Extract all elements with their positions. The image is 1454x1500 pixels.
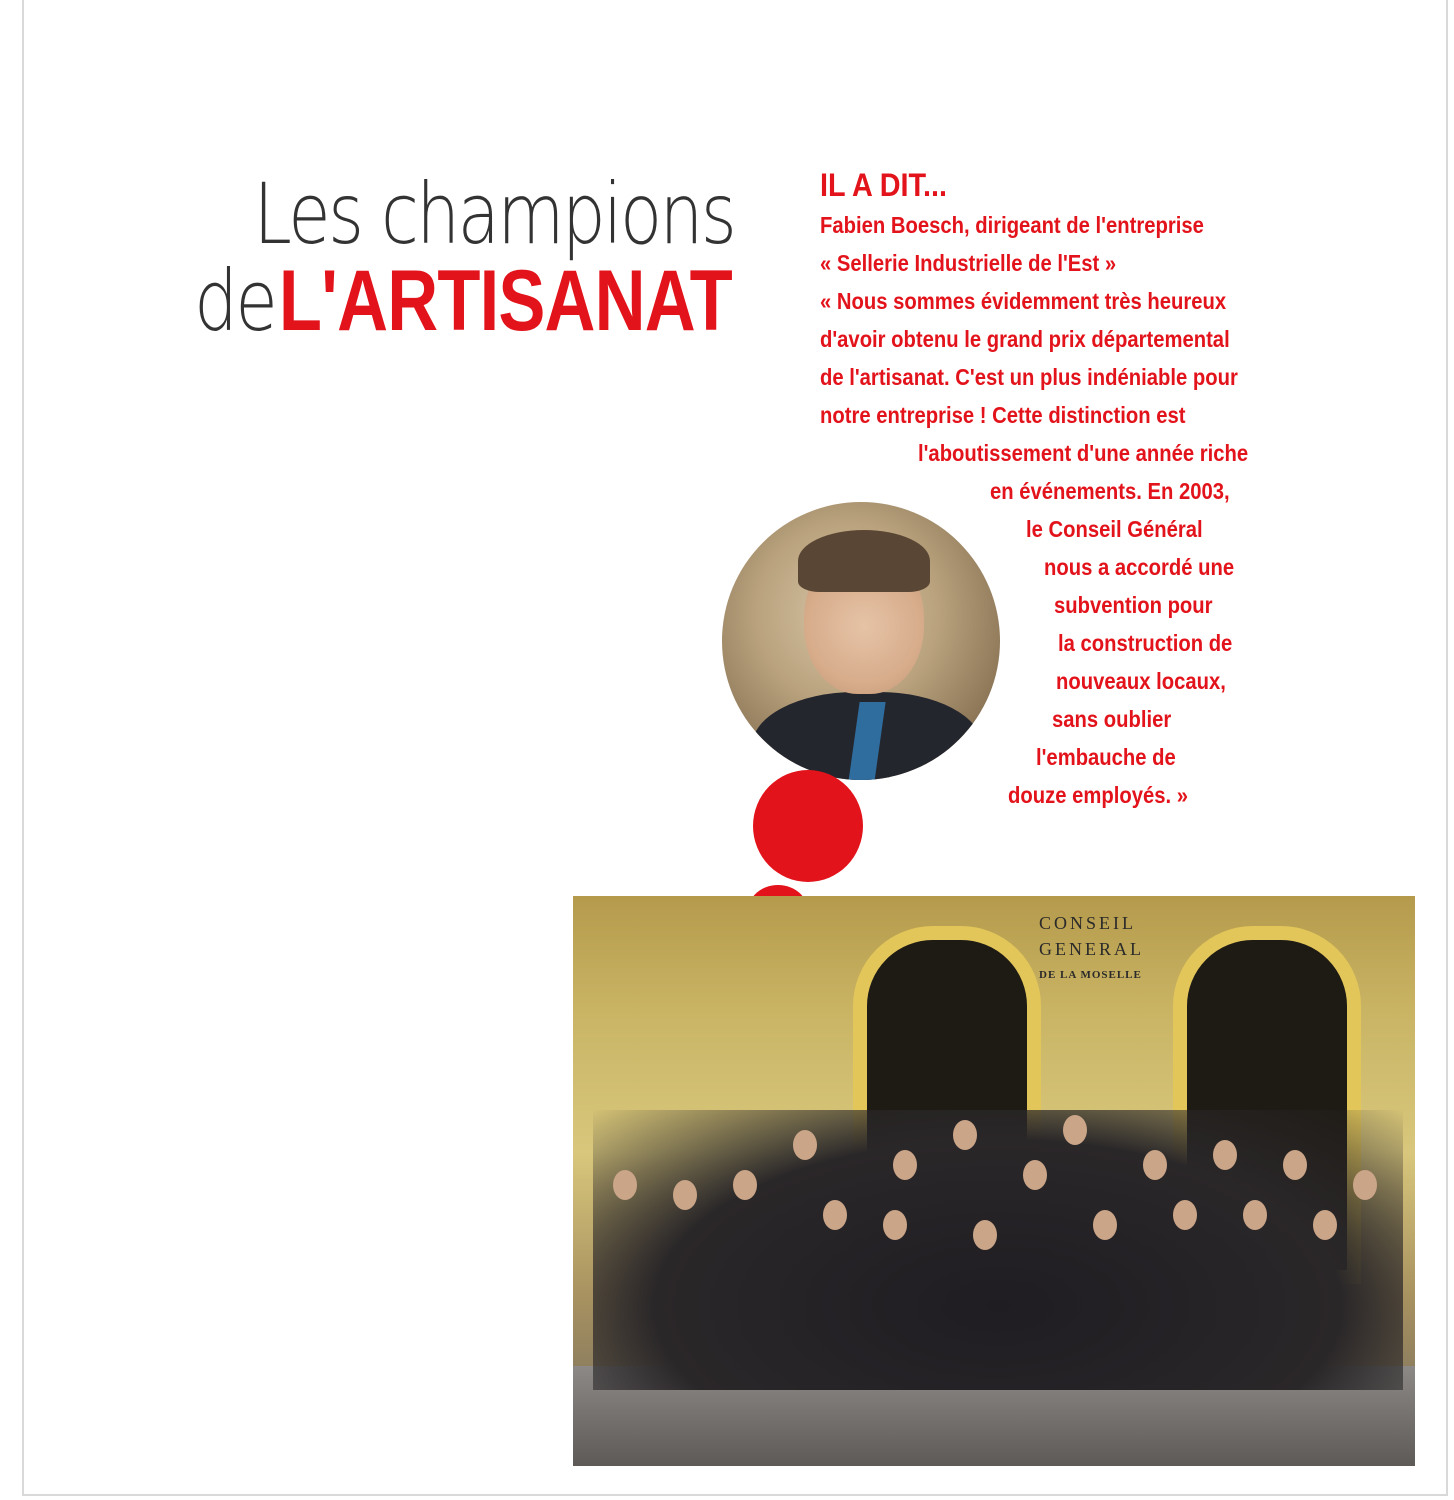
quote-line: l'aboutissement d'une année riche [918, 440, 1249, 466]
quote-line: d'avoir obtenu le grand prix départemental [820, 326, 1230, 352]
quote-line: « Nous sommes évidemment très heureux [820, 288, 1227, 314]
headline-prefix: de [194, 252, 276, 350]
quote-line: nouveaux locaux, [1056, 668, 1226, 694]
headline-line1: Les champions [253, 165, 734, 263]
quote-line: le Conseil Général [1026, 516, 1203, 542]
quote-line: Fabien Boesch, dirigeant de l'entreprise [820, 212, 1204, 238]
quote-heading: IL A DIT... [820, 167, 947, 203]
quote-line: nous a accordé une [1044, 554, 1235, 580]
quote-line: subvention pour [1054, 592, 1213, 618]
quote-line: douze employés. » [1008, 782, 1188, 808]
headline-line2 [194, 252, 732, 351]
group-photo [573, 896, 1415, 1466]
quote-line: sans oublier [1052, 706, 1172, 732]
quote-line: la construction de [1058, 630, 1233, 656]
quote-line: « Sellerie Industrielle de l'Est » [820, 250, 1117, 276]
headline-accent: L'ARTISANAT [278, 253, 732, 349]
red-dot-decoration [753, 770, 863, 882]
portrait-photo [722, 502, 1000, 780]
crowd [593, 1110, 1403, 1390]
quote-line: de l'artisanat. C'est un plus indéniable pour [820, 364, 1238, 390]
building-sign: CONSEIL GENERAL DE LA MOSELLE [1039, 913, 1144, 981]
quote-line: en événements. En 2003, [990, 478, 1230, 504]
quote-line: notre entreprise ! Cette distinction est [820, 402, 1186, 428]
quote-line: l'embauche de [1036, 744, 1176, 770]
